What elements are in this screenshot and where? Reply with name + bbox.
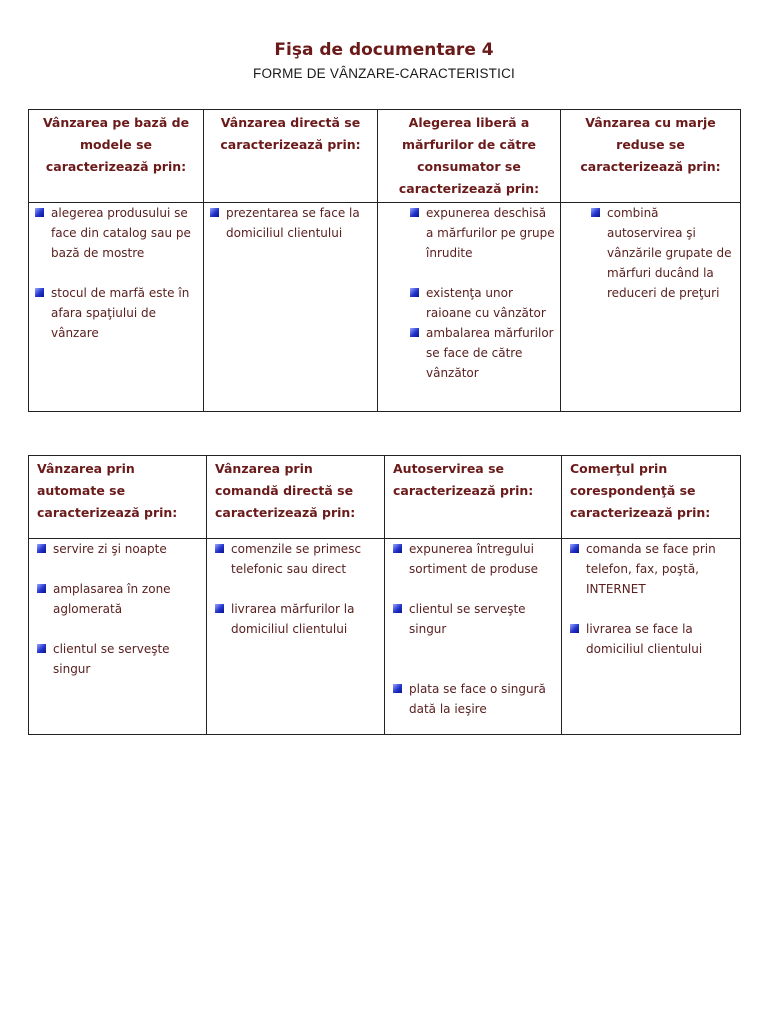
table-cell [29,539,207,735]
bullet-square-icon [591,208,600,217]
column-header: Vânzarea prin automate se caracterizează prin: [29,456,207,539]
list-item-text: combină autoservirea şi vânzările grupate de mărfuri ducând la reduceri de preţuri [607,206,732,300]
bullet-square-icon [393,684,402,693]
list-item-text: expunerea deschisă a mărfurilor pe grupe înrudite [426,206,555,260]
table-header-row [29,456,741,539]
list-item [29,639,206,679]
list-item [385,539,561,579]
column-header: Vânzarea pe bază de modele se caracterizează prin: [29,110,204,203]
column-header: Vânzarea directă se caracterizează prin: [204,110,378,203]
bullet-square-icon [410,208,419,217]
list-item-text: livrarea se face la domiciliul clientului [586,622,703,656]
bullet-square-icon [393,544,402,553]
column-header: Autoservirea se caracterizează prin: [385,456,562,539]
bullet-list [29,203,203,343]
table-cell [207,539,385,735]
list-item [404,283,560,323]
list-item-text: comenzile se primesc telefonic sau direct [231,542,362,576]
list-item-text: clientul se serveşte singur [53,642,170,676]
list-item [562,539,740,599]
characteristics-table-1 [28,109,741,412]
bullet-square-icon [37,584,46,593]
list-item-text: alegerea produsului se face din catalog sau pe bază de mostre [51,206,191,260]
bullet-square-icon [35,288,44,297]
table-cell [29,203,204,412]
list-item [207,599,384,639]
table-row [29,203,741,412]
table-cell [204,203,378,412]
page-title: Fişa de documentare 4 [274,40,494,60]
column-header: Vânzarea prin comandă directă se caracterizează prin: [207,456,385,539]
list-item [562,619,740,659]
list-item [207,539,384,579]
list-item [29,539,206,559]
table-cell [562,539,741,735]
list-item-text: amplasarea în zone aglomerată [53,582,171,616]
bullet-square-icon [570,624,579,633]
bullet-square-icon [37,544,46,553]
bullet-square-icon [393,604,402,613]
list-item [204,203,377,243]
bullet-list [207,539,384,639]
bullet-list [29,539,206,679]
bullet-square-icon [410,328,419,337]
list-item-text: prezentarea se face la domiciliul clientului [226,206,360,240]
list-item-text: stocul de marfă este în afara spaţiului de vânzare [51,286,190,340]
table-cell [561,203,741,412]
list-item [585,203,740,303]
bullet-list [562,539,740,659]
list-item [404,323,560,383]
table-cell [385,539,562,735]
bullet-square-icon [37,644,46,653]
list-item-text: clientul se serveşte singur [409,602,526,636]
list-item [29,579,206,619]
list-item [385,599,561,639]
list-item-text: comanda se face prin telefon, fax, poştă, INTERNET [586,542,716,596]
list-item-text: livrarea mărfurilor la domiciliul clientului [231,602,355,636]
list-item [29,283,203,343]
bullet-square-icon [215,544,224,553]
bullet-square-icon [210,208,219,217]
table-cell [378,203,561,412]
characteristics-table-2 [28,455,741,735]
list-item-text: plata se face o singură dată la ieşire [409,682,546,716]
page-subtitle: FORME DE VÂNZARE-CARACTERISTICI [253,66,515,81]
bullet-list [385,539,561,719]
bullet-square-icon [410,288,419,297]
table-row [29,539,741,735]
list-item-text: existenţa unor raioane cu vânzător [426,286,546,320]
column-header: Vânzarea cu marje reduse se caracterizează prin: [561,110,741,203]
bullet-square-icon [215,604,224,613]
bullet-list [378,203,560,383]
column-header: Alegerea liberă a mărfurilor de către consumator se caracterizează prin: [378,110,561,203]
list-item-text: servire zi şi noapte [53,542,167,556]
table-header-row [29,110,741,203]
bullet-square-icon [570,544,579,553]
bullet-square-icon [35,208,44,217]
list-item-text: ambalarea mărfurilor se face de către vânzător [426,326,554,380]
bullet-list [204,203,377,243]
bullet-list [561,203,740,303]
list-item [404,203,560,263]
list-item-text: expunerea întregului sortiment de produse [409,542,539,576]
list-item [29,203,203,263]
column-header: Comerţul prin corespondenţă se caracterizează prin: [562,456,741,539]
list-item [385,679,561,719]
